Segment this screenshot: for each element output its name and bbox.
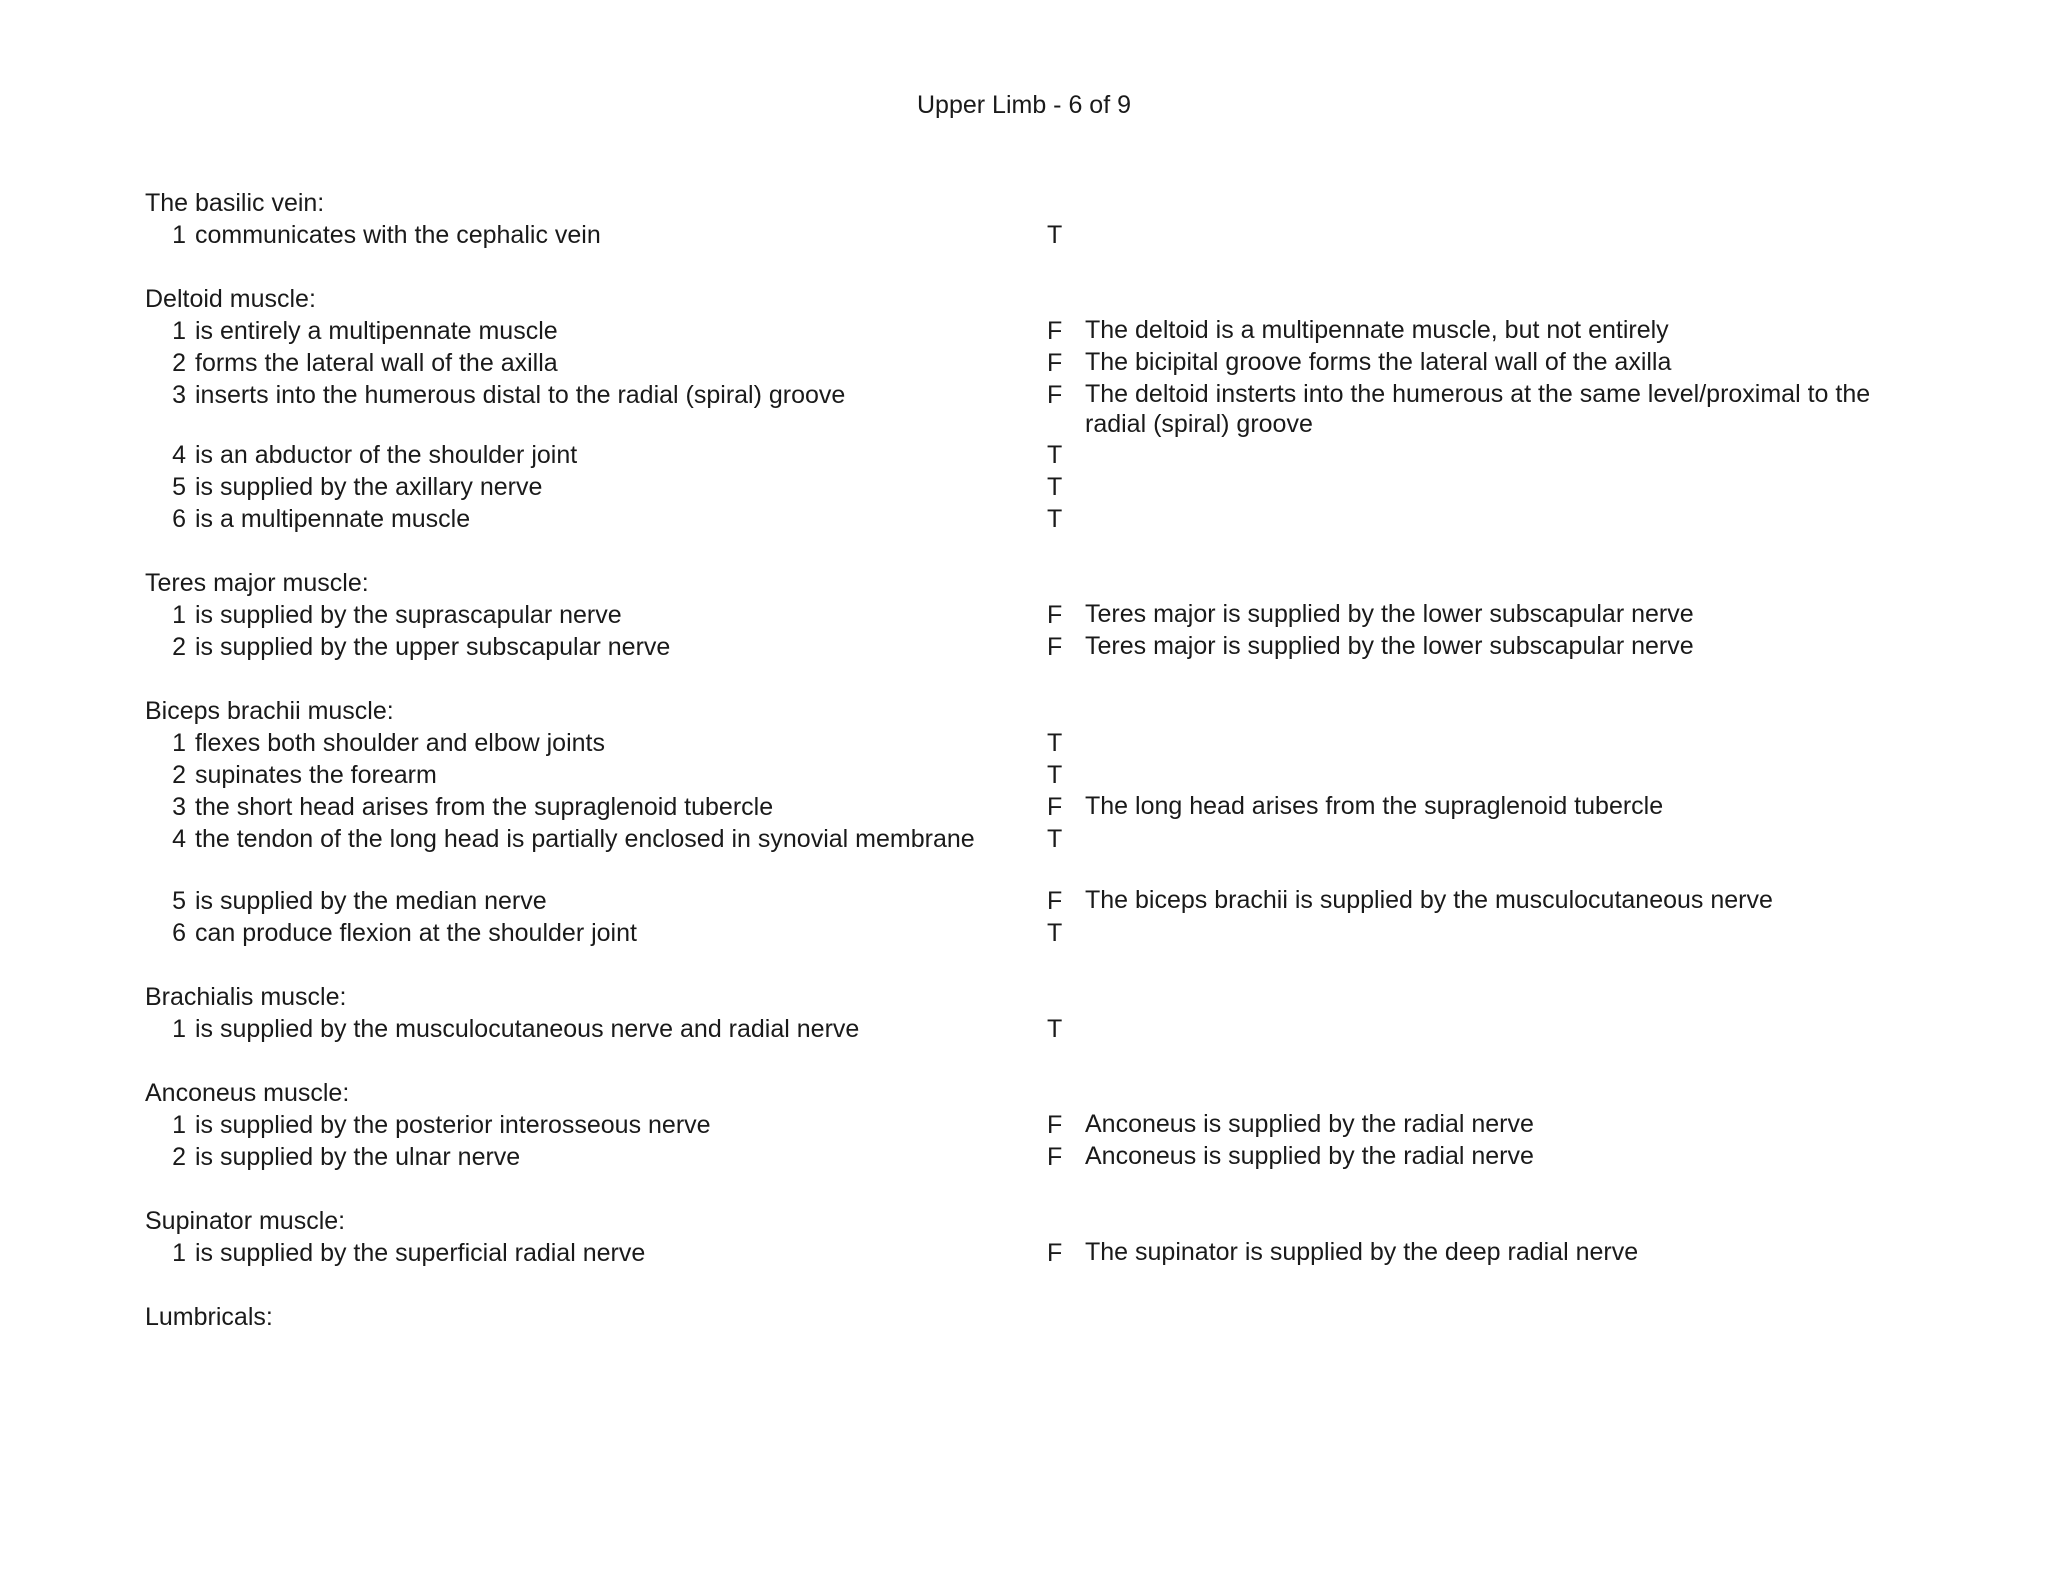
item-number: 2 bbox=[172, 633, 186, 661]
item-statement: is supplied by the posterior interosseous nerve bbox=[195, 1111, 711, 1139]
question-item bbox=[145, 471, 1975, 503]
item-answer: T bbox=[1047, 729, 1063, 757]
item-answer: T bbox=[1047, 1015, 1063, 1043]
item-answer: T bbox=[1047, 441, 1063, 469]
question-list bbox=[145, 187, 1975, 1365]
item-explanation: The bicipital groove forms the lateral wall of the axilla bbox=[1085, 348, 1672, 376]
item-statement: is supplied by the ulnar nerve bbox=[195, 1143, 521, 1171]
question-item bbox=[145, 599, 1975, 631]
item-statement: is an abductor of the shoulder joint bbox=[195, 441, 578, 469]
item-number: 1 bbox=[172, 317, 186, 345]
item-number: 3 bbox=[172, 793, 186, 821]
item-explanation: The biceps brachii is supplied by the musculocutaneous nerve bbox=[1085, 886, 1773, 914]
question-item bbox=[145, 1237, 1975, 1269]
question-section bbox=[145, 1301, 1975, 1333]
item-answer: T bbox=[1047, 919, 1063, 947]
item-statement: is supplied by the upper subscapular nerve bbox=[195, 633, 671, 661]
section-title: Anconeus muscle: bbox=[145, 1079, 350, 1107]
item-answer: F bbox=[1047, 1239, 1063, 1267]
section-title: Supinator muscle: bbox=[145, 1207, 346, 1235]
item-number: 4 bbox=[172, 825, 186, 853]
item-statement: is supplied by the suprascapular nerve bbox=[195, 601, 622, 629]
item-explanation: Teres major is supplied by the lower subscapular nerve bbox=[1085, 600, 1694, 628]
question-item bbox=[145, 917, 1975, 949]
item-explanation: Anconeus is supplied by the radial nerve bbox=[1085, 1142, 1534, 1170]
item-number: 4 bbox=[172, 441, 186, 469]
item-statement: the short head arises from the supraglenoid tubercle bbox=[195, 793, 774, 821]
question-item bbox=[145, 503, 1975, 535]
question-item bbox=[145, 347, 1975, 379]
item-statement: is supplied by the superficial radial nerve bbox=[195, 1239, 646, 1267]
item-answer: F bbox=[1047, 1143, 1063, 1171]
question-section bbox=[145, 283, 1975, 535]
item-answer: T bbox=[1047, 221, 1063, 249]
item-number: 3 bbox=[172, 381, 186, 409]
question-item bbox=[145, 219, 1975, 251]
section-title: Brachialis muscle: bbox=[145, 983, 347, 1011]
item-number: 1 bbox=[172, 601, 186, 629]
item-statement: is supplied by the musculocutaneous nerve and radial nerve bbox=[195, 1015, 860, 1043]
section-title: Teres major muscle: bbox=[145, 569, 369, 597]
item-number: 2 bbox=[172, 1143, 186, 1171]
item-number: 2 bbox=[172, 349, 186, 377]
item-explanation: Teres major is supplied by the lower subscapular nerve bbox=[1085, 632, 1694, 660]
item-number: 1 bbox=[172, 1111, 186, 1139]
item-number: 1 bbox=[172, 1239, 186, 1267]
page-title: Upper Limb - 6 of 9 bbox=[917, 91, 1131, 119]
item-statement: supinates the forearm bbox=[195, 761, 437, 789]
item-answer: F bbox=[1047, 887, 1063, 915]
item-answer: F bbox=[1047, 349, 1063, 377]
item-explanation: The long head arises from the supraglenoid tubercle bbox=[1085, 792, 1664, 820]
item-statement: inserts into the humerous distal to the radial (spiral) groove bbox=[195, 381, 846, 409]
question-item bbox=[145, 823, 1975, 885]
item-number: 1 bbox=[172, 221, 186, 249]
item-answer: F bbox=[1047, 633, 1063, 661]
item-answer: F bbox=[1047, 381, 1063, 409]
item-explanation: Anconeus is supplied by the radial nerve bbox=[1085, 1110, 1534, 1138]
item-answer: T bbox=[1047, 473, 1063, 501]
item-number: 2 bbox=[172, 761, 186, 789]
item-explanation: The supinator is supplied by the deep radial nerve bbox=[1085, 1238, 1639, 1266]
item-answer: T bbox=[1047, 825, 1063, 853]
section-title: The basilic vein: bbox=[145, 189, 325, 217]
section-title: Deltoid muscle: bbox=[145, 285, 316, 313]
question-section bbox=[145, 981, 1975, 1045]
item-number: 6 bbox=[172, 919, 186, 947]
item-answer: T bbox=[1047, 761, 1063, 789]
question-item bbox=[145, 885, 1975, 917]
section-title: Lumbricals: bbox=[145, 1303, 273, 1331]
item-statement: is supplied by the axillary nerve bbox=[195, 473, 543, 501]
section-title: Biceps brachii muscle: bbox=[145, 697, 394, 725]
question-item bbox=[145, 379, 1975, 439]
question-item bbox=[145, 727, 1975, 759]
question-item bbox=[145, 1141, 1975, 1173]
item-statement: is supplied by the median nerve bbox=[195, 887, 547, 915]
item-statement: communicates with the cephalic vein bbox=[195, 221, 601, 249]
question-item bbox=[145, 631, 1975, 663]
question-item bbox=[145, 1109, 1975, 1141]
item-number: 5 bbox=[172, 473, 186, 501]
item-number: 6 bbox=[172, 505, 186, 533]
question-item bbox=[145, 315, 1975, 347]
item-statement: can produce flexion at the shoulder joint bbox=[195, 919, 637, 947]
item-explanation: The deltoid insterts into the humerous at the same level/proximal to the radial (spiral) groove bbox=[1085, 380, 1871, 438]
question-section bbox=[145, 1077, 1975, 1173]
question-item bbox=[145, 791, 1975, 823]
question-item bbox=[145, 1013, 1975, 1045]
item-statement: is a multipennate muscle bbox=[195, 505, 471, 533]
item-statement: forms the lateral wall of the axilla bbox=[195, 349, 558, 377]
item-answer: F bbox=[1047, 317, 1063, 345]
question-section bbox=[145, 1205, 1975, 1269]
item-number: 5 bbox=[172, 887, 186, 915]
item-number: 1 bbox=[172, 729, 186, 757]
item-explanation: The deltoid is a multipennate muscle, but not entirely bbox=[1085, 316, 1669, 344]
item-answer: F bbox=[1047, 601, 1063, 629]
item-statement: flexes both shoulder and elbow joints bbox=[195, 729, 605, 757]
item-answer: F bbox=[1047, 793, 1063, 821]
question-section bbox=[145, 567, 1975, 663]
item-statement: is entirely a multipennate muscle bbox=[195, 317, 558, 345]
question-item bbox=[145, 759, 1975, 791]
item-statement: the tendon of the long head is partially enclosed in synovial membrane bbox=[195, 825, 975, 853]
item-number: 1 bbox=[172, 1015, 186, 1043]
question-section bbox=[145, 187, 1975, 251]
item-answer: T bbox=[1047, 505, 1063, 533]
item-answer: F bbox=[1047, 1111, 1063, 1139]
question-section bbox=[145, 695, 1975, 949]
question-item bbox=[145, 439, 1975, 471]
